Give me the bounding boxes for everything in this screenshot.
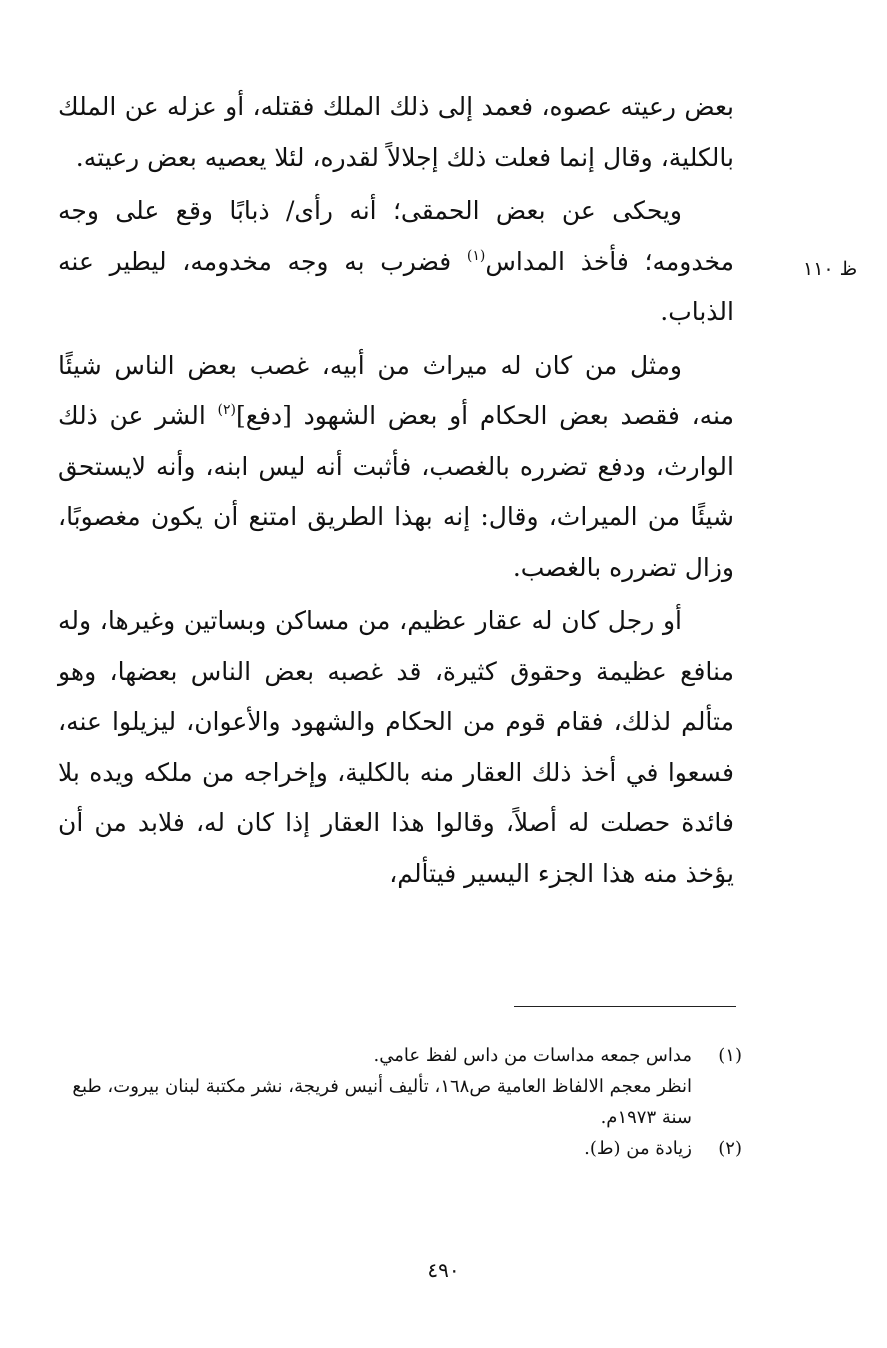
footnote-number: (١) <box>718 1045 742 1066</box>
footnote-marker: (١) <box>466 247 486 264</box>
page-number: ٤٩٠ <box>427 1258 460 1282</box>
main-text <box>58 82 734 902</box>
footnote <box>58 1040 742 1133</box>
paragraph-text: فضرب به وجه مخدومه، ليطير عنه الذباب. <box>58 246 734 326</box>
footnote <box>58 1133 742 1164</box>
paragraph <box>58 341 734 594</box>
paragraph-text: ومثل من كان له ميراث من أبيه، غصب بعض الناس شيئًا منه، فقصد بعض الحكام أو بعض الشهود [دفع] <box>58 350 734 430</box>
footnote-marker: (٢) <box>217 402 237 418</box>
footnote-line: زيادة من (ط). <box>584 1138 692 1159</box>
paragraph <box>58 186 734 338</box>
footnote-number: (٢) <box>718 1138 742 1159</box>
manuscript-folio-note: ظ ١١٠ <box>803 258 858 280</box>
footnote-text <box>58 1040 692 1133</box>
paragraph <box>58 596 734 899</box>
footnote-separator <box>514 1006 736 1007</box>
paragraph <box>58 82 734 183</box>
paragraph-text: ويحكى عن بعض الحمقى؛ أنه رأى/ ذبابًا وقع على وجه مخدومه؛ فأخذ المداس <box>58 196 735 276</box>
footnotes <box>58 1040 742 1164</box>
paragraph-text: بعض رعيته عصوه، فعمد إلى ذلك الملك فقتله، أو عزله عن الملك بالكلية، وقال إنما فعلت ذلك إجلالاً لقدره، لئلا يعصيه بعض رعيته. <box>58 92 734 172</box>
footnote-line: انظر معجم الالفاظ العامية ص١٦٨، تأليف أنيس فريجة، نشر مكتبة لبنان بيروت، طبع سنة ١٩٧٣م. <box>72 1076 692 1128</box>
paragraph-text: أو رجل كان له عقار عظيم، من مساكن وبساتين وغيرها، وله منافع عظيمة وحقوق كثيرة، قد غصبه بعض الناس بعضها، وهو متألم لذلك، فقام قوم من الحكام والشهود والأعوان، ليزيلوا عنه، فسعوا في أخذ ذلك العقار منه بالكلية، وإخراجه من ملكه ويده بلا فائدة حصلت له أصلاً، وقالوا هذا العقار إذا كان له، فلابد من أن يؤخذ منه هذا الجزء اليسير فيتألم، <box>58 606 734 888</box>
footnote-text <box>58 1133 692 1164</box>
paragraph-text: الشر عن ذلك الوارث، ودفع تضرره بالغصب، فأثبت أنه ليس ابنه، وأنه لايستحق شيئًا من الميراث، وقال: إنه بهذا الطريق امتنع أن يكون مغصوبًا، وزال تضرره بالغصب. <box>58 401 734 582</box>
footnote-line: مداس جمعه مداسات من داس لفظ عامي. <box>373 1045 692 1066</box>
